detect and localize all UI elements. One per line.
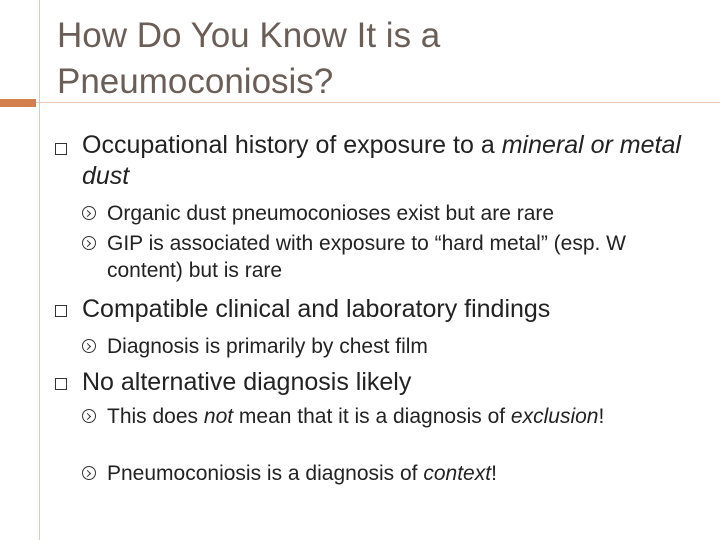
square-bullet-icon [55, 305, 67, 317]
bullet-3-sub-2-text-2: ! [491, 462, 497, 485]
square-bullet-icon [55, 378, 67, 390]
bullet-3-sub-1 [107, 403, 697, 430]
bullet-1-italic-text: mineral or metal dust [82, 131, 681, 190]
checkmark-circle-icon [82, 236, 96, 250]
bullet-2: Compatible clinical and laboratory findings [82, 295, 551, 323]
checkmark-circle-icon [82, 339, 96, 353]
bullet-3-sub-1-italic-2: exclusion [510, 405, 599, 428]
bullet-3-sub-1-italic: not [203, 405, 234, 428]
square-bullet-icon [55, 143, 67, 155]
bullet-3: No alternative diagnosis likely [82, 368, 412, 396]
checkmark-circle-icon [82, 409, 96, 423]
bullet-3-sub-1-text-3: ! [598, 405, 605, 428]
slide-title: How Do You Know It is a Pneumoconiosis? [57, 16, 441, 101]
checkmark-circle-icon [82, 206, 96, 220]
bullet-3-sub-2 [107, 460, 697, 487]
bullet-3-sub-2-text: Pneumoconiosis is a diagnosis of [107, 462, 424, 485]
bullet-1-sub-1: Organic dust pneumoconioses exist but are rare [107, 202, 555, 225]
bullet-1-text: Occupational history of exposure to a [82, 131, 502, 159]
bullet-3-sub-1-text: This does [107, 405, 204, 428]
checkmark-circle-icon [82, 466, 96, 480]
bullet-1 [82, 130, 692, 192]
bullet-1-sub-2: GIP is associated with exposure to “hard metal” (esp. W content) but is rare [107, 232, 626, 282]
bullet-3-sub-2-italic: context [423, 462, 492, 485]
bullet-2-sub-1: Diagnosis is primarily by chest film [107, 335, 428, 358]
bullet-3-sub-1-text-2: mean that it is a diagnosis of [233, 405, 511, 428]
